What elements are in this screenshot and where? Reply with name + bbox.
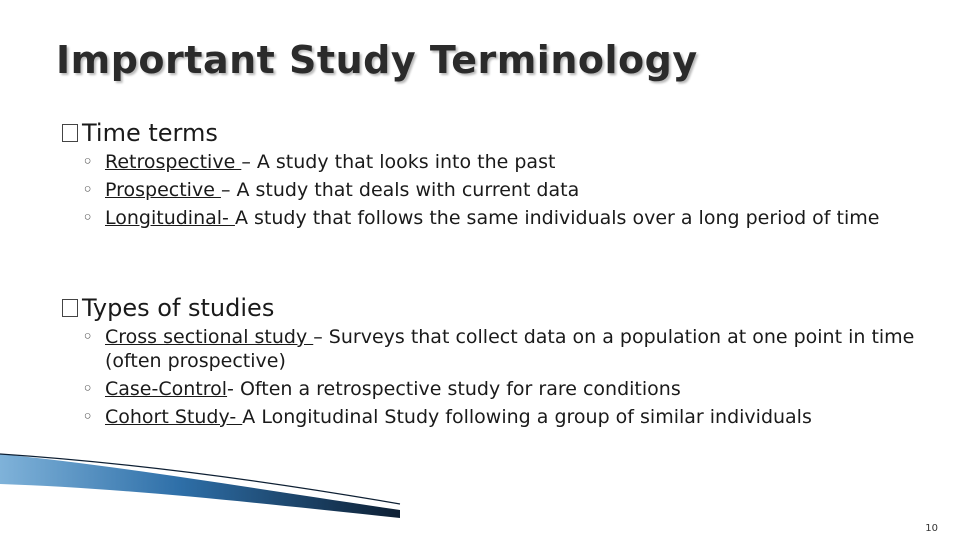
- item-text: A Longitudinal Study following a group of similar individuals: [242, 406, 812, 428]
- section-heading: [62, 118, 922, 148]
- hollow-circle-icon: ◦: [82, 151, 94, 173]
- section-heading-label: Time terms: [82, 119, 218, 147]
- item-term: Cross sectional study: [105, 326, 314, 348]
- hollow-circle-icon: ◦: [82, 326, 94, 348]
- item-text: A study that follows the same individuals over a long period of time: [234, 207, 880, 229]
- item-term: Prospective: [105, 179, 221, 201]
- list-item: [62, 325, 922, 373]
- section-time-terms: [62, 118, 922, 234]
- list-item: [62, 178, 922, 202]
- list-item: [62, 377, 922, 401]
- item-term: Retrospective: [105, 151, 242, 173]
- hollow-circle-icon: ◦: [82, 406, 94, 428]
- checkbox-square-icon: [62, 299, 78, 317]
- hollow-circle-icon: ◦: [82, 378, 94, 400]
- item-term: Case-Control: [105, 378, 228, 400]
- page-number: 10: [925, 523, 938, 534]
- swoosh-band: [0, 454, 400, 518]
- item-text: - Often a retrospective study for rare conditions: [227, 378, 681, 400]
- hollow-circle-icon: ◦: [82, 207, 94, 229]
- list-item: [62, 150, 922, 174]
- item-term: Cohort Study-: [105, 406, 243, 428]
- item-list: [62, 325, 922, 429]
- section-types-of-studies: [62, 293, 922, 433]
- item-term: Longitudinal-: [105, 207, 235, 229]
- slide-title: Important Study Terminology: [56, 38, 698, 82]
- checkbox-square-icon: [62, 124, 78, 142]
- list-item: [62, 206, 922, 230]
- item-text: – Surveys that collect data on a population at one point in time (often prospective): [105, 326, 915, 372]
- section-heading-label: Types of studies: [82, 294, 275, 322]
- list-item: [62, 405, 922, 429]
- item-text: – A study that looks into the past: [241, 151, 556, 173]
- hollow-circle-icon: ◦: [82, 179, 94, 201]
- decorative-swoosh: [0, 440, 960, 540]
- section-heading: [62, 293, 922, 323]
- item-list: [62, 150, 922, 230]
- item-text: – A study that deals with current data: [220, 179, 580, 201]
